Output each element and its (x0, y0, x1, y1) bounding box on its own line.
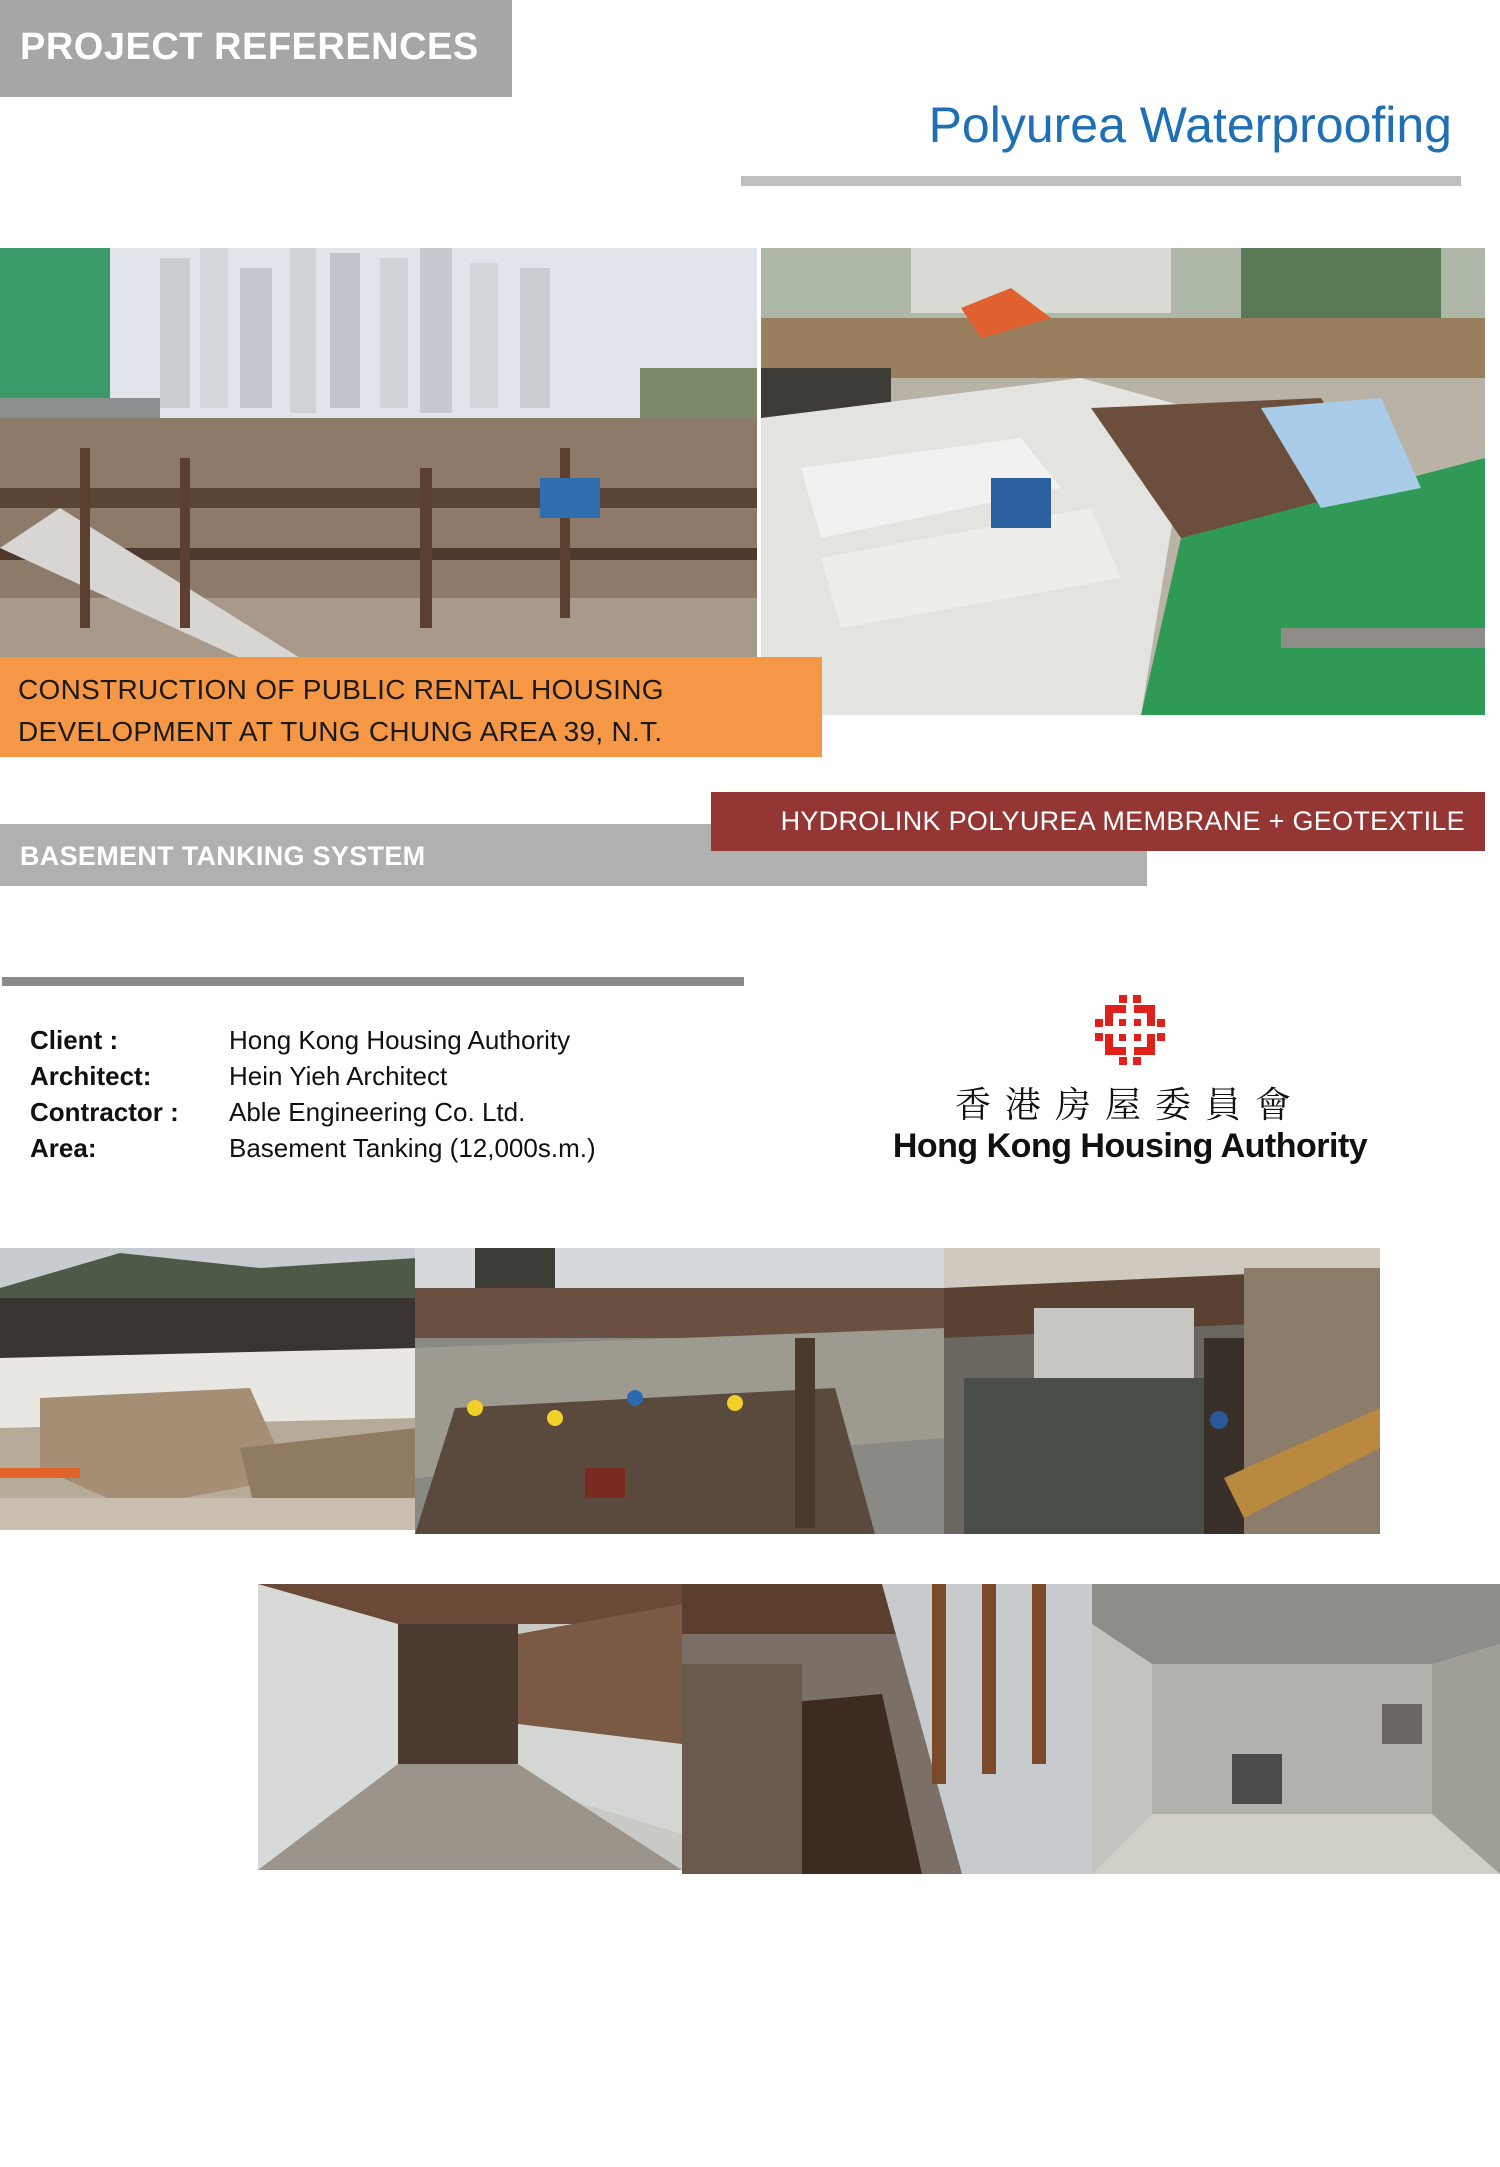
details-divider (2, 977, 744, 986)
section-tab (0, 0, 512, 97)
site-photo-overview (0, 248, 757, 658)
architect-value: Hein Yieh Architect (229, 1061, 448, 1091)
project-name-line-2: DEVELOPMENT AT TUNG CHUNG AREA 39, N.T. (18, 716, 663, 747)
site-photo-rebar-workers (415, 1248, 945, 1534)
product-label-bar (711, 792, 1485, 851)
client-value: Hong Kong Housing Authority (229, 1025, 571, 1055)
contractor-label: Contractor : (30, 1097, 179, 1127)
project-name-line-1: CONSTRUCTION OF PUBLIC RENTAL HOUSING (18, 674, 664, 705)
site-photo-wall-rebar (682, 1584, 1092, 1874)
page-title: Polyurea Waterproofing (928, 97, 1452, 153)
contractor-value: Able Engineering Co. Ltd. (229, 1097, 526, 1127)
site-photo-slab-edges (0, 1248, 416, 1530)
logo-english-text: Hong Kong Housing Authority (892, 1127, 1368, 1165)
area-label: Area: (30, 1133, 97, 1163)
site-photo-lined-corridor (258, 1584, 682, 1870)
hkha-logo (880, 985, 1380, 1165)
section-tab-label: PROJECT REFERENCES (20, 26, 479, 68)
site-photo-formwork (761, 248, 1485, 715)
product-label: HYDROLINK POLYUREA MEMBRANE + GEOTEXTILE (780, 806, 1465, 836)
site-photo-lift-pit (1092, 1584, 1500, 1874)
site-photo-pile-cap (944, 1248, 1380, 1534)
logo-chinese-text: 香港房屋委員會 (954, 1085, 1305, 1126)
client-label: Client : (30, 1025, 119, 1055)
title-divider (741, 176, 1461, 186)
architect-label: Architect: (30, 1061, 152, 1091)
hkha-emblem-icon (1095, 995, 1165, 1065)
system-label: BASEMENT TANKING SYSTEM (20, 841, 426, 871)
area-value: Basement Tanking (12,000s.m.) (229, 1133, 596, 1163)
project-name-banner (0, 657, 822, 757)
